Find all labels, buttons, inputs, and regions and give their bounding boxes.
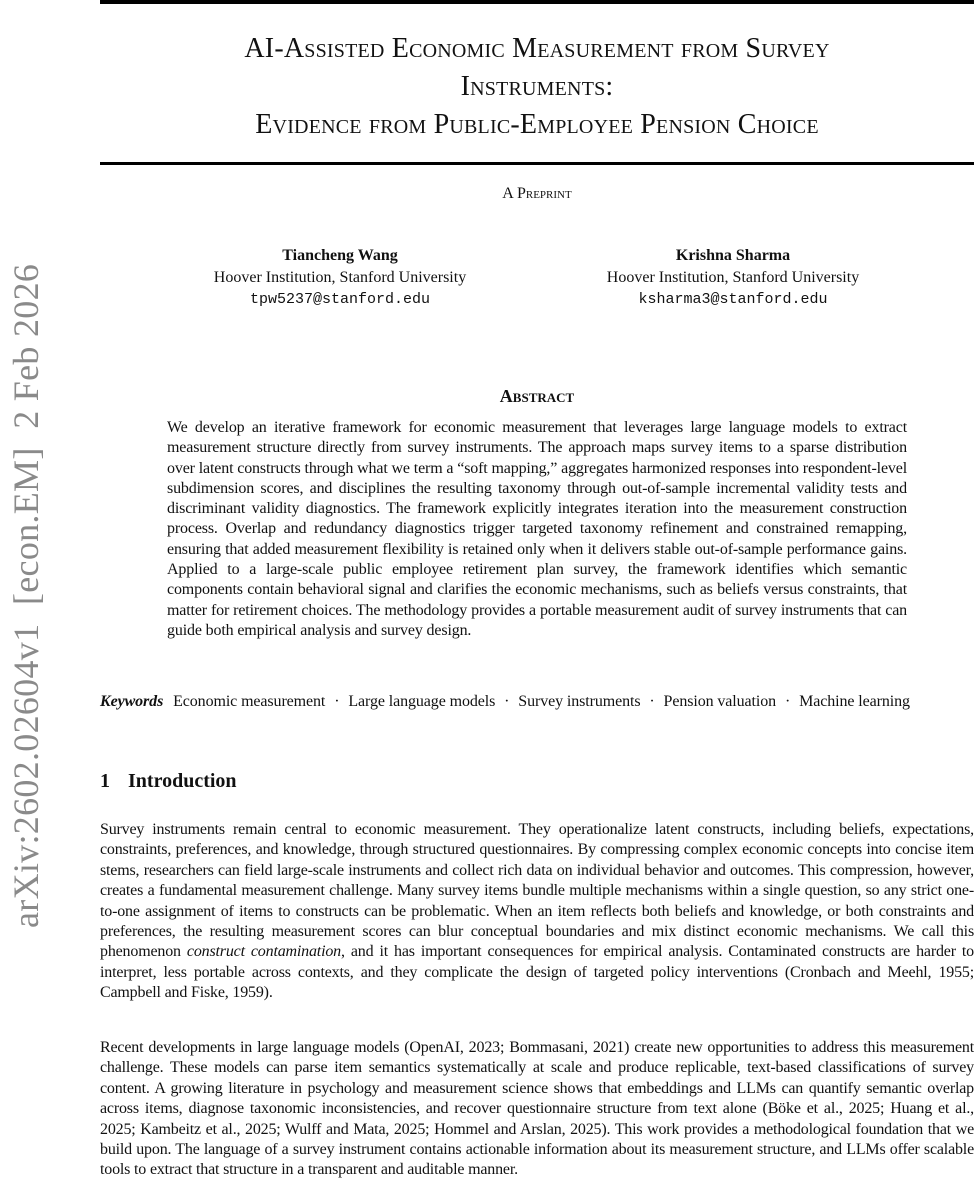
author-block: [573, 245, 893, 311]
author-name: Tiancheng Wang: [282, 247, 398, 264]
author-affiliation: Hoover Institution, Stanford University: [213, 269, 467, 286]
keyword-separator: ·: [784, 693, 791, 710]
title-line-1: AI-Assisted Economic Measurement from Survey: [244, 33, 830, 64]
paragraph-text: , and it has important consequences for empirical analysis. Contaminated constructs are harder to interpret, less portable across contexts, and they complicate the design of targeted policy interventions (Cronbach and Meehl, 1955; Campbell and Fiske, 1959).: [100, 943, 974, 1002]
abstract-text: We develop an iterative framework for economic measurement that leverages large language models to extract measurement structure directly from survey instruments. The approach maps survey items to a sparse distribution over latent constructs through what we term a “soft mapping,” aggregates harmonized responses into respondent-level subdimension scores, and disciplines the resulting taxonomy through out-of-sample incremental validity tests and discriminant validity diagnostics. The framework explicitly integrates iteration into the measurement construction process. Overlap and redundancy diagnostics trigger targeted taxonomy refinement and constrained remapping, ensuring that added measurement flexibility is retained only when it delivers stable out-of-sample performance gains. Applied to a large-scale public employee retirement plan survey, the framework identifies which semantic components contain behavioral signal and clarifies the economic mechanisms, such as beliefs versus constraints, that matter for retirement choices. The methodology provides a portable measurement audit of survey instruments that can guide both empirical analysis and survey design.: [167, 419, 907, 639]
keyword-item: Survey instruments: [518, 693, 641, 710]
keyword-separator: ·: [504, 693, 510, 710]
keyword-item: Machine learning: [799, 693, 910, 710]
title-line-2: Instruments:: [460, 71, 614, 102]
preprint-label: A Preprint: [502, 185, 572, 202]
keywords-line: [100, 691, 958, 712]
emphasized-term: construct contamination: [186, 943, 341, 961]
paragraph-text: Survey instruments remain central to economic measurement. They operationalize latent constructs, including beliefs, expectations, constraints, preferences, and knowledge, through structured questionnaires. By compressing complex economic concepts into concise item stems, researchers can field large-scale instruments and collect rich data on individual behavior and outcomes. This compression, however, creates a fundamental measurement challenge. Many survey items bundle multiple mechanisms within a single question, so any strict one-to-one assignment of items to constructs can be problematic. When an item reflects both beliefs and knowledge, or both constraints and preferences, the resulting measurement scores can blur conceptual boundaries and mix distinct economic mechanisms. We call this phenomenon: [100, 821, 974, 961]
keyword-item: Large language models: [348, 693, 496, 710]
keyword-separator: ·: [649, 693, 655, 710]
author-email-link[interactable]: tpw5237@stanford.edu: [249, 291, 431, 308]
keyword-item: Pension valuation: [663, 693, 777, 710]
section-number: 1: [100, 770, 110, 792]
keywords-label: Keywords: [100, 693, 164, 710]
arxiv-identifier-stamp: arXiv:2602.02604v1 [econ.EM] 2 Feb 2026: [6, 263, 46, 928]
intro-paragraph-1: [100, 820, 974, 1004]
author-affiliation: Hoover Institution, Stanford University: [606, 269, 860, 286]
title-rule-bottom: [100, 162, 974, 165]
paper-title: [100, 30, 974, 144]
title-rule-top: [100, 0, 974, 4]
keyword-item: Economic measurement: [173, 693, 326, 710]
keyword-separator: ·: [334, 693, 340, 710]
intro-paragraph-2: Recent developments in large language models (OpenAI, 2023; Bommasani, 2021) create new opportunities to address this measurement challenge. These models can parse item semantics systematically at scale and produce replicable, text-based classifications of survey content. A growing literature in psychology and measurement science shows that embeddings and LLMs can quantify semantic overlap across items, diagnose taxonomic inconsistencies, and recover questionnaire structure from text alone (Böke et al., 2025; Huang et al., 2025; Kambeitz et al., 2025; Wulff and Mata, 2025; Hommel and Arslan, 2025). This work provides a methodological foundation that we build upon. The language of a survey instrument contains actionable information about its measurement structure, and LLMs offer scalable tools to extract that structure in a transparent and auditable manner.: [100, 1039, 974, 1179]
section-heading-introduction: [100, 770, 237, 793]
title-line-3: Evidence from Public-Employee Pension Choice: [255, 109, 819, 140]
section-title: Introduction: [128, 770, 237, 792]
author-name: Krishna Sharma: [675, 247, 791, 264]
author-email-link[interactable]: ksharma3@stanford.edu: [638, 291, 828, 308]
abstract-heading: Abstract: [499, 386, 575, 406]
author-block: [180, 245, 500, 311]
